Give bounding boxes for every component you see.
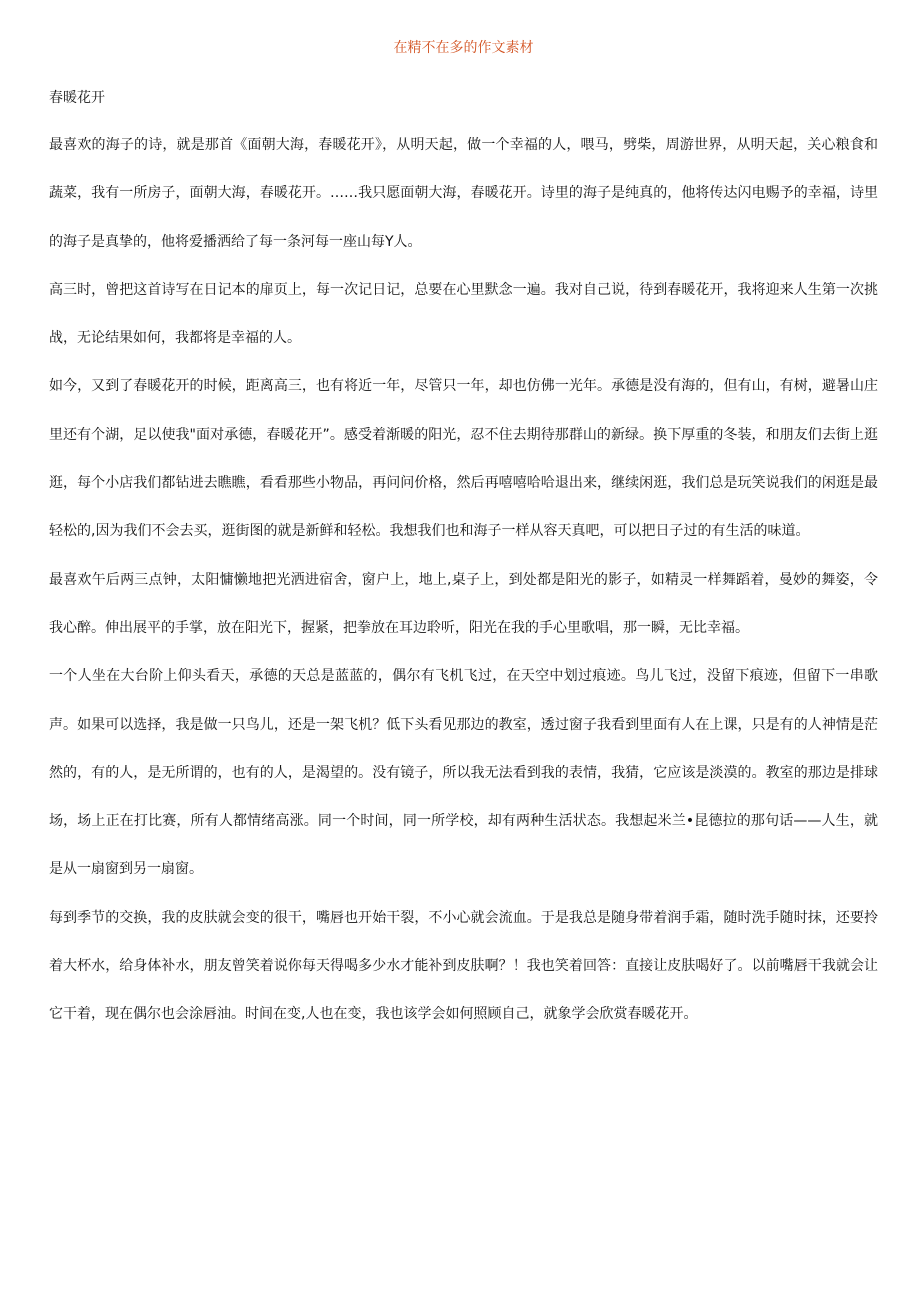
paragraph-4: 最喜欢午后两三点钟，太阳慵懒地把光洒进宿舍，窗户上，地上,桌子上，到处都是阳光的影子，如精灵一样舞蹈着，曼妙的舞姿，令我心醉。伸出展平的手掌，放在阳光下，握紧，把拳放在耳边聆听，阳光在我的手心里歌唱，那一瞬，无比幸福。 <box>49 571 878 636</box>
document-title: 在精不在多的作文素材 <box>393 40 534 56</box>
section-heading: 春暖花开 <box>49 90 105 106</box>
paragraph-5: 一个人坐在大台阶上仰头看天，承德的天总是蓝蓝的，偶尔有飞机飞过，在天空中划过痕迹。鸟儿飞过，没留下痕迹，但留下一串歌声。如果可以选择，我是做一只鸟儿，还是一架飞机？低下头看见那边的教室，透过窗子我看到里面有人在上课，只是有的人神情是茫然的，有的人，是无所谓的，也有的人，是渴望的。没有镜子，所以我无法看到我的表情，我猜，它应该是淡漠的。教室的那边是排球场，场上正在打比赛，所有人都情绪高涨。同一个时间，同一所学校，却有两种生活状态。我想起米兰•昆德拉的那句话——人生，就是从一扇窗到另一扇窗。 <box>49 668 878 878</box>
paragraph-6: 每到季节的交换，我的皮肤就会变的很干，嘴唇也开始干裂，不小心就会流血。于是我总是随身带着润手霜，随时洗手随时抹，还要拎着大杯水，给身体补水，朋友曾笑着说你每天得喝多少水才能补到皮肤啊？！我也笑着回答：直接让皮肤喝好了。以前嘴唇干我就会让它干着，现在偶尔也会涂唇油。时间在变,人也在变，我也该学会如何照顾自己，就象学会欣赏春暖花开。 <box>49 909 878 1023</box>
paragraph-1: 最喜欢的海子的诗，就是那首《面朝大海，春暖花开》，从明天起，做一个幸福的人，喂马，劈柴，周游世界，从明天起，关心粮食和蔬菜，我有一所房子，面朝大海，春暖花开。……我只愿面朝大海，春暖花开。诗里的海子是纯真的，他将传达闪电赐予的幸福，诗里的海子是真挚的，他将爱播洒给了每一条河每一座山每Y人。 <box>49 137 878 250</box>
paragraph-2: 高三时，曾把这首诗写在日记本的扉页上，每一次记日记，总要在心里默念一遍。我对自己说，待到春暖花开，我将迎来人生第一次挑战，无论结果如何，我都将是幸福的人。 <box>49 281 878 347</box>
paragraph-3: 如今，又到了春暖花开的时候，距离高三，也有将近一年，尽管只一年，却也仿佛一光年。承德是没有海的，但有山，有树，避暑山庄里还有个湖，足以使我"面对承德，春暖花开”。感受着渐暖的阳光，忍不住去期待那群山的新绿。换下厚重的冬装，和朋友们去街上逛逛，每个小店我们都钻进去瞧瞧，看看那些小物品，再问问价格，然后再嘻嘻哈哈退出来，继续闲逛，我们总是玩笑说我们的闲逛是最轻松的,因为我们不会去买，逛街图的就是新鲜和轻松。我想我们也和海子一样从容天真吧，可以把日子过的有生活的味道。 <box>49 378 878 540</box>
